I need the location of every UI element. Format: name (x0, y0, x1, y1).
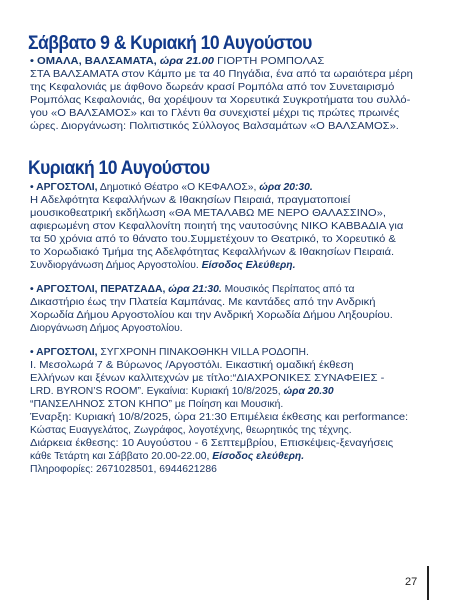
text-line (30, 259, 296, 272)
text-run: Έναρξη: Κυριακή 10/8/2025, ώρα 21:30 Επιμέλεια έκθεσης και performance: (30, 412, 409, 423)
text-run: Είσοδος Ελεύθερη. (201, 260, 296, 271)
text-run: ΑΡΓΟΣΤΟΛΙ, ΠΕΡΑΤΖΑΔΑ, (36, 284, 166, 295)
text-line (30, 463, 217, 476)
text-line (30, 437, 393, 450)
text-run: Χορωδία Δήμου Αργοστολίου και την Ανδρική Χορωδία Δήμου Ληξουρίου. (30, 310, 393, 321)
text-line (30, 283, 354, 296)
text-run: της Κεφαλονιάς με άφθονο δωρεάν κρασί Ρομπόλα από τον Συνεταιρισμό (30, 82, 395, 93)
text-line (30, 181, 313, 194)
text-run: Ι. Μεσολωρά 7 & Βύρωνος /Αργοστόλι. Εικαστική ομαδική έκθεση (30, 360, 354, 371)
text-run: ΑΡΓΟΣΤΟΛΙ, (36, 182, 98, 193)
text-run: ΣΤΑ ΒΑΛΣΑΜΑΤΑ στον Κάμπο με τα 40 Πηγάδια, ένα από τα ωραιότερα μέρη (30, 69, 413, 80)
heading-sunday: Κυριακή 10 Αυγούστου (28, 157, 210, 179)
text-run: ΑΡΓΟΣΤΟΛΙ, (36, 347, 98, 358)
text-run: Πληροφορίες: 2671028501, 6944621286 (30, 464, 217, 475)
text-line (30, 194, 350, 207)
text-run: Η Αδελφότητα Κεφαλλήνων & Ιθακησίων Πειραιά, πραγματοποιεί (30, 195, 351, 206)
text-run: ΟΜΑΛΑ, ΒΑΛΣΑΜΑΤΑ, (37, 56, 157, 67)
page-number-divider (427, 566, 429, 600)
text-run: μουσικοθεατρική εκδήλωση «ΘΑ ΜΕΤΑΛΑΒΩ ΜΕ ΝΕΡΟ ΘΑΛΑΣΣΙΝΟ», (30, 208, 386, 219)
text-run: το Χορωδιακό Τμήμα της Αδελφότητας Κεφαλλήνων & Ιθακησίων Πειραιά. (30, 247, 395, 258)
text-run: ΣΥΓΧΡΟΝΗ ΠΙΝΑΚΟΘΗΚΗ VILLA ΡΟΔΟΠΗ. (97, 347, 309, 358)
text-run: • (30, 284, 37, 295)
text-line (30, 207, 386, 220)
text-line (30, 385, 334, 398)
text-run: γου «Ο ΒΑΛΣΑΜΟΣ» και το Γλέντι θα συνεχιστεί μέχρι τις πρώτες πρωινές (30, 108, 400, 119)
text-run: Δικαστήριο έως την Πλατεία Καμπάνας. Με καντάδες από την Ανδρική (30, 297, 376, 308)
text-run: ΓΙΟΡΤΗ ΡΟΜΠΟΛΑΣ (213, 56, 325, 67)
text-run: αφιερωμένη στον Κεφαλλονίτη ποιητή της ναυτοσύνης ΝΙΚΟ ΚΑΒΒΑΔΙΑ για (30, 221, 404, 232)
text-run: ώρα 21.00 (159, 56, 214, 67)
text-line (30, 68, 413, 81)
text-run: Κώστας Ευαγγελάτος, Ζωγράφος, λογοτέχνης, θεωρητικός της τέχνης. (30, 425, 352, 436)
text-line (30, 309, 393, 322)
text-run: Συνδιοργάνωση Δήμος Αργοστολίου. (30, 260, 202, 271)
text-line (30, 398, 283, 411)
text-line (30, 246, 394, 259)
text-line (30, 372, 384, 385)
page-number: 27 (405, 576, 418, 588)
text-run: • (30, 347, 37, 358)
text-run: Ρομπόλας Κεφαλονιάς, θα χορέψουν τα Χορευτικά Συγκροτήματα του συλλό- (30, 95, 411, 106)
text-line (30, 322, 183, 335)
text-run: κάθε Τετάρτη και Σάββατο 20.00-22.00, (30, 451, 213, 462)
text-line (30, 424, 352, 437)
text-run: ώρες. Διοργάνωση: Πολιτιστικός Σύλλογος Βαλσαμάτων «Ο ΒΑΛΣΑΜΟΣ». (30, 121, 399, 132)
text-line (30, 81, 394, 94)
text-run: Δημοτικό Θέατρο «Ο ΚΕΦΑΛΟΣ», (97, 182, 260, 193)
text-line (30, 411, 408, 424)
text-run: ώρα 21:30. (168, 284, 222, 295)
text-run: • (30, 182, 37, 193)
text-line (30, 94, 410, 107)
text-line (30, 107, 399, 120)
text-run: τα 50 χρόνια από το θάνατο του.Συμμετέχουν το Θεατρικό, το Χορευτικό & (30, 234, 396, 245)
text-run: Ελλήνων και ξένων καλλιτεχνών με τίτλο:“ΔΙΑΧΡΟΝΙΚΕΣ ΣΥΝΑΦΕΙΕΣ - (30, 373, 385, 384)
text-run: LRD. BYRON’S ROOM”. Εγκαίνια: Κυριακή 10/8/2025, (30, 386, 284, 397)
text-line (30, 359, 354, 372)
text-line (30, 55, 324, 68)
text-line (30, 120, 399, 133)
text-run: Διοργάνωση Δήμος Αργοστολίου. (30, 323, 183, 334)
text-line (30, 346, 309, 359)
heading-saturday-sunday: Σάββατο 9 & Κυριακή 10 Αυγούστου (28, 32, 312, 54)
text-line (30, 450, 304, 463)
text-run: ώρα 20:30. (259, 182, 313, 193)
text-run: “ΠΑΝΣΕΛΗΝΟΣ ΣΤΟΝ ΚΗΠΟ” με Ποίηση και Μουσική. (30, 399, 284, 410)
text-line (30, 233, 396, 246)
text-line (30, 296, 375, 309)
text-line (30, 220, 403, 233)
text-run: Μουσικός Περίπατος από τα (221, 284, 355, 295)
text-run: ώρα 20.30 (283, 386, 334, 397)
text-run: Είσοδος ελεύθερη. (212, 451, 305, 462)
text-run: Διάρκεια έκθεσης: 10 Αυγούστου - 6 Σεπτεμβρίου, Επισκέψεις-ξεναγήσεις (30, 438, 394, 449)
text-run: • (30, 56, 38, 67)
